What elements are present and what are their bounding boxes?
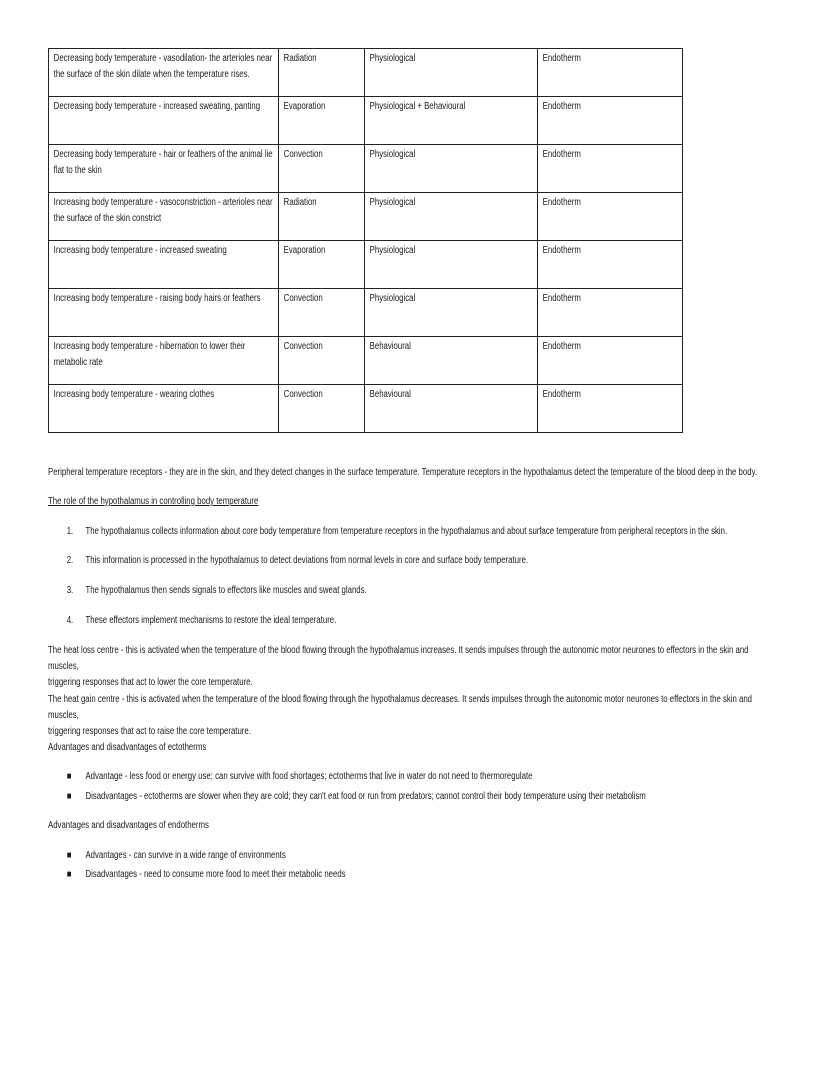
list-number: 3. <box>66 585 74 596</box>
table-row <box>49 337 683 385</box>
organism-cell: Endotherm <box>542 389 581 400</box>
type-cell: Physiological <box>369 149 416 160</box>
list-item <box>48 524 770 540</box>
method-cell: Evaporation <box>283 245 326 256</box>
table-row <box>49 385 683 433</box>
organism-cell: Endotherm <box>542 293 581 304</box>
mechanism-cell: Increasing body temperature - raising body hairs or feathers <box>53 293 261 304</box>
heat-gain-paragraph <box>48 692 770 740</box>
method-cell: Convection <box>283 293 323 304</box>
method-cell: Convection <box>283 341 323 352</box>
heat-loss-line-2: triggering responses that act to lower the core temperature. <box>48 677 253 688</box>
organism-cell: Endotherm <box>542 197 581 208</box>
method-cell: Radiation <box>283 53 317 64</box>
endotherms-heading: Advantages and disadvantages of endotherms <box>48 820 209 831</box>
table-row <box>49 145 683 193</box>
thermoregulation-table <box>48 48 683 433</box>
list-item-text: The hypothalamus collects information about core body temperature from temperature receptors in the hypothalamus and about surface temperature from peripheral receptors in the skin. <box>85 526 728 537</box>
list-item <box>48 613 770 629</box>
list-number: 2. <box>66 555 74 566</box>
list-item-text: Disadvantages - ectotherms are slower when they are cold; they can't eat food or run from predators; cannot control their body temperature using their metabolism <box>85 791 646 802</box>
type-cell: Physiological + Behavioural <box>369 101 466 112</box>
method-cell: Radiation <box>283 197 317 208</box>
heat-gain-line-1: The heat gain centre - this is activated when the temperature of the blood flowing through the hypothalamus decreases. It sends impulses through the autonomic motor neurones to effectors in the skin and muscles, <box>48 694 753 721</box>
bullet-icon: ■ <box>66 869 72 880</box>
list-item-text: The hypothalamus then sends signals to effectors like muscles and sweat glands. <box>85 585 367 596</box>
heat-loss-line-1: The heat loss centre - this is activated when the temperature of the blood flowing through the hypothalamus increases. It sends impulses through the autonomic motor neurones to effectors in the skin and muscles, <box>48 645 749 672</box>
organism-cell: Endotherm <box>542 149 581 160</box>
mechanism-cell: Increasing body temperature - vasoconstriction - arterioles near the surface of the skin constrict <box>53 197 273 224</box>
list-item <box>48 583 770 599</box>
heat-loss-paragraph <box>48 643 770 691</box>
type-cell: Behavioural <box>369 341 411 352</box>
ectotherms-heading: Advantages and disadvantages of ectotherms <box>48 742 207 753</box>
list-item <box>48 789 770 805</box>
type-cell: Behavioural <box>369 389 411 400</box>
organism-cell: Endotherm <box>542 101 581 112</box>
heat-gain-line-2: triggering responses that act to raise the core temperature. <box>48 726 251 737</box>
list-item <box>48 769 770 785</box>
list-item <box>48 848 770 864</box>
table-row <box>49 241 683 289</box>
organism-cell: Endotherm <box>542 53 581 64</box>
hypothalamus-heading: The role of the hypothalamus in controlling body temperature <box>48 496 259 507</box>
method-cell: Convection <box>283 149 323 160</box>
table-row <box>49 97 683 145</box>
organism-cell: Endotherm <box>542 245 581 256</box>
organism-cell: Endotherm <box>542 341 581 352</box>
type-cell: Physiological <box>369 245 416 256</box>
list-number: 1. <box>66 526 74 537</box>
mechanism-cell: Decreasing body temperature - hair or feathers of the animal lie flat to the skin <box>53 149 273 176</box>
method-cell: Convection <box>283 389 323 400</box>
bullet-icon: ■ <box>66 771 72 782</box>
mechanism-cell: Decreasing body temperature - increased sweating, panting <box>53 101 261 112</box>
method-cell: Evaporation <box>283 101 326 112</box>
list-number: 4. <box>66 615 74 626</box>
list-item-text: This information is processed in the hypothalamus to detect deviations from normal levels in core and surface body temperature. <box>85 555 529 566</box>
table-row <box>49 193 683 241</box>
mechanism-cell: Decreasing body temperature - vasodilation- the arterioles near the surface of the skin dilate when the temperature rises. <box>53 53 273 80</box>
bullet-icon: ■ <box>66 791 72 802</box>
mechanism-cell: Increasing body temperature - increased sweating <box>53 245 227 256</box>
table-row <box>49 49 683 97</box>
list-item <box>48 867 770 883</box>
type-cell: Physiological <box>369 293 416 304</box>
list-item-text: Disadvantages - need to consume more food to meet their metabolic needs <box>85 869 346 880</box>
list-item-text: Advantages - can survive in a wide range of environments <box>85 850 286 861</box>
mechanism-cell: Increasing body temperature - hibernation to lower their metabolic rate <box>53 341 246 368</box>
peripheral-receptors-paragraph: Peripheral temperature receptors - they are in the skin, and they detect changes in the surface temperature. Temperature receptors in the hypothalamus detect the temperature of the blood deep in the body. <box>48 467 758 478</box>
bullet-icon: ■ <box>66 850 72 861</box>
type-cell: Physiological <box>369 53 416 64</box>
list-item-text: These effectors implement mechanisms to restore the ideal temperature. <box>85 615 337 626</box>
table-row <box>49 289 683 337</box>
type-cell: Physiological <box>369 197 416 208</box>
list-item <box>48 553 770 569</box>
list-item-text: Advantage - less food or energy use; can survive with food shortages; ectotherms that live in water do not need to thermoregulate <box>85 771 533 782</box>
mechanism-cell: Increasing body temperature - wearing clothes <box>53 389 215 400</box>
